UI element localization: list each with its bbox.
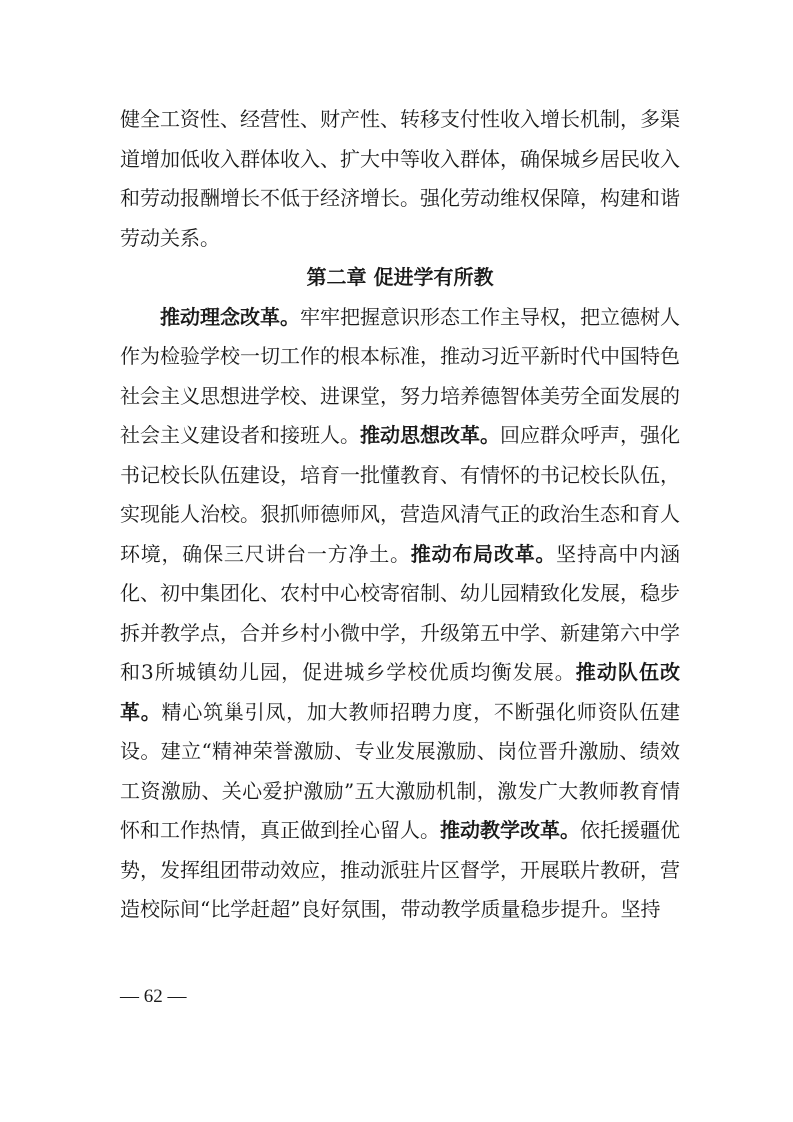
section-heading-teaching: 推动教学改革。 [440, 818, 580, 842]
section-heading-concept: 推动理念改革。 [160, 304, 300, 329]
section-text-concept: 牢牢把握意识形态工作主导权，把立德树人作为检验学校一切工作的根本标准，推动习近平新时代中国特色社会主义思想进学校、进课堂，努力培养德智体美劳全面发展的社会主义建设者和接班人。 [120, 304, 680, 447]
section-text-team: 精心筑巢引凤，加大教师招聘力度，不断强化师资队伍建设。建立“精神荣誉激励、专业发展激励、岗位晋升激励、绩效工资激励、关心爱护激励”五大激励机制，激发广大教师教育情怀和工作热情，真正做到拴心留人。 [120, 699, 681, 842]
section-text-teaching: 依托援疆优势，发挥组团带动效应，推动派驻片区督学，开展联片教研，营造校际间“比学赶超”良好氛围，带动教学质量稳步提升。坚持 [120, 818, 680, 921]
section-text-thought: 回应群众呼声，强化书记校长队伍建设，培育一批懂教育、有情怀的书记校长队伍，实现能人治校。狠抓师德师风，营造风清气正的政治生态和育人环境，确保三尺讲台一方净土。 [120, 423, 680, 566]
paragraph-income: 健全工资性、经营性、财产性、转移支付性收入增长机制，多渠道增加低收入群体收入、扩大中等收入群体，确保城乡居民收入和劳动报酬增长不低于经济增长。强化劳动维权保障，构建和谐劳动关系。 [120, 107, 680, 250]
section-heading-team: 推动队伍改革。 [120, 660, 680, 724]
section-heading-layout: 推动布局改革。 [410, 541, 557, 566]
chapter-title: 第二章 促进学有所教 [306, 265, 494, 289]
body-text [120, 100, 680, 930]
section-heading-thought: 推动思想改革。 [360, 423, 500, 447]
section-text-layout: 坚持高中内涵化、初中集团化、农村中心校寄宿制、幼儿园精致化发展，稳步拆并教学点，合并乡村小微中学，升级第五中学、新建第六中学和3所城镇幼儿园，促进城乡学校优质均衡发展。 [120, 541, 681, 684]
page-number: — 62 — [120, 986, 187, 1007]
paragraph-reforms [120, 298, 680, 930]
